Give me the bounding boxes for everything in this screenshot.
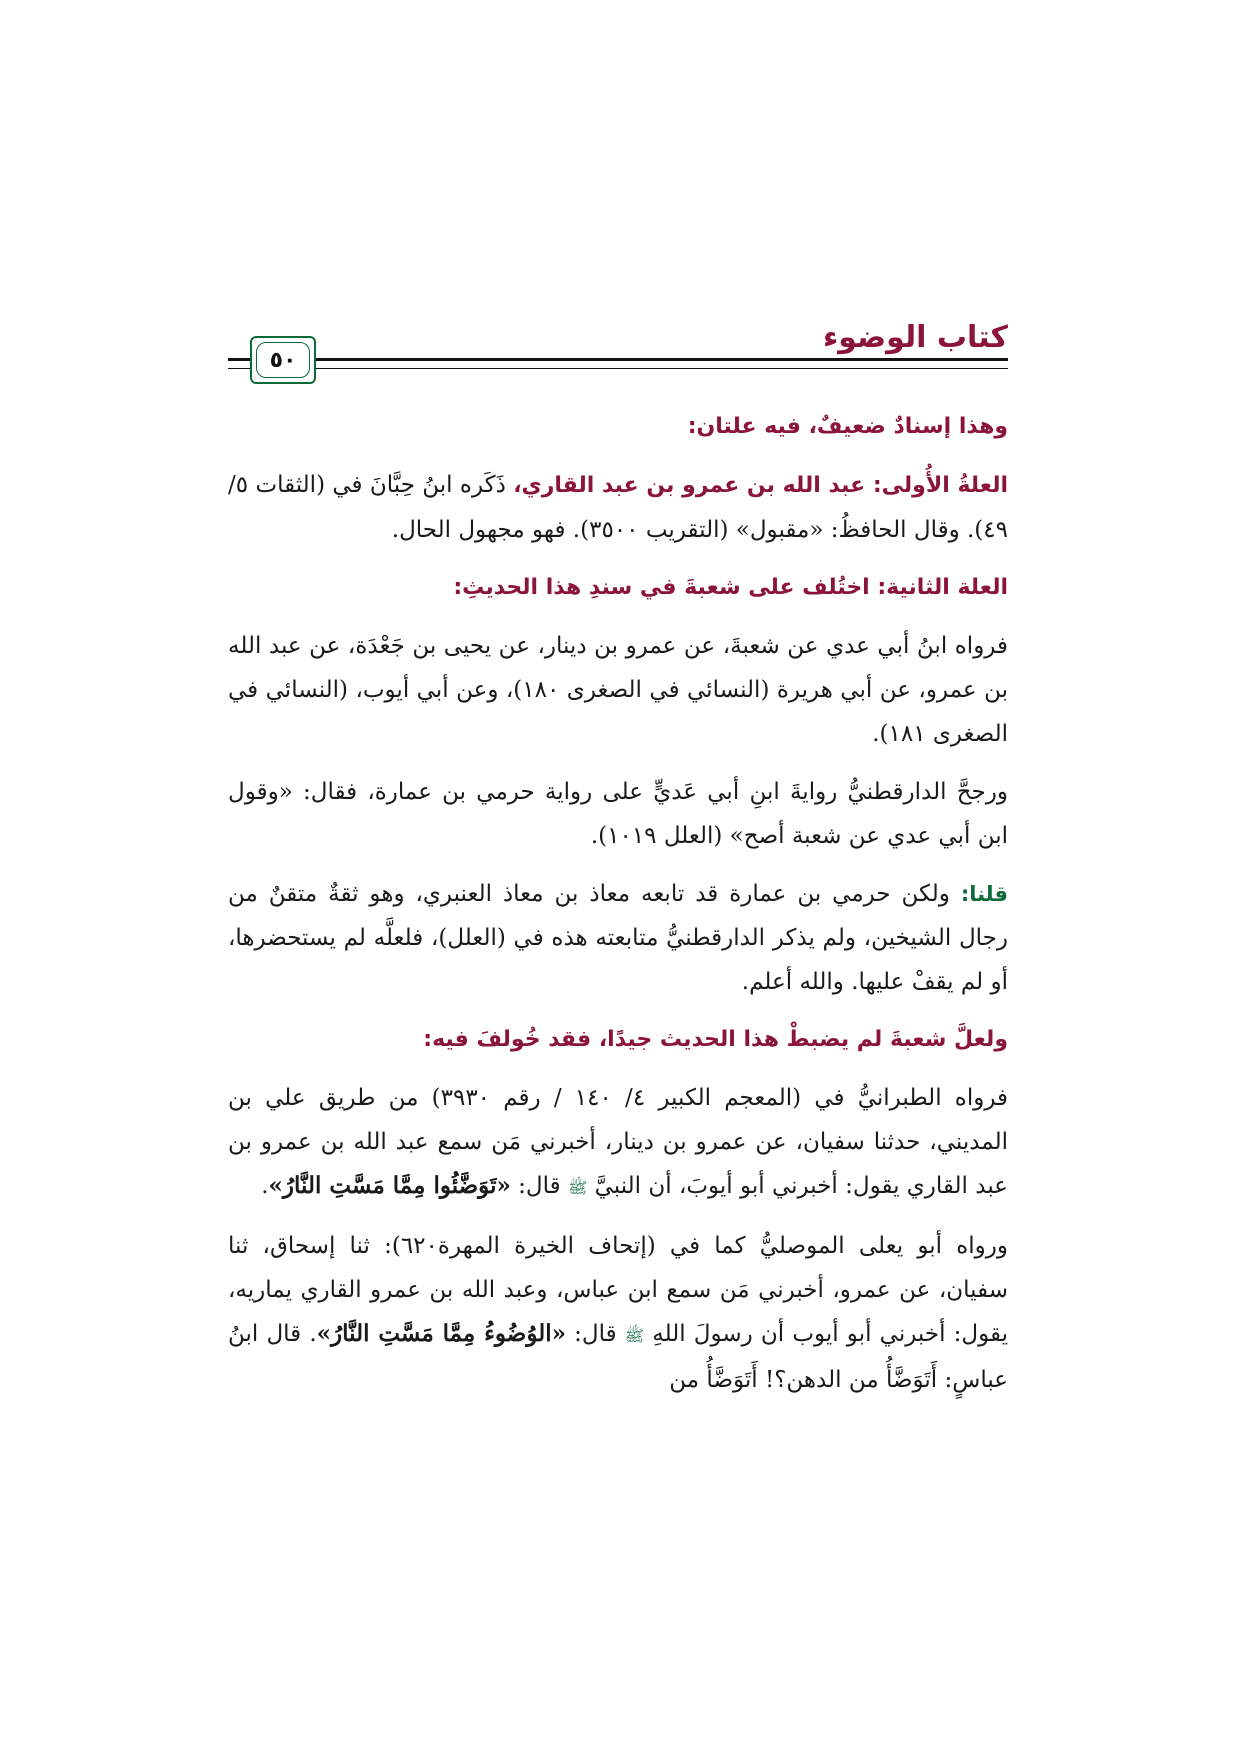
first-defect-label: العلةُ الأُولى: عبد الله بن عمرو بن عبد القاري، <box>513 473 1008 498</box>
paragraph-first-defect <box>228 463 1008 552</box>
first-defect-text: ذَكَره ابنُ حِبَّانَ في (الثقات ٥/ ٤٩). وقال الحافظُ: «مقبول» (التقريب ٣٥٠٠). فهو مجهول الحال. <box>228 472 1008 543</box>
abu-yala-text-2: قال: <box>565 1321 625 1347</box>
hadith-text: «تَوَضَّئُوا مِمَّا مَسَّتِ النَّارُ» <box>268 1172 511 1199</box>
paragraph-abu-yala <box>228 1224 1008 1402</box>
qulna-text: ولكن حرمي بن عمارة قد تابعه معاذ بن معاذ العنبري، وهو ثقةٌ متقنٌ من رجال الشيخين، ولم يذكر الدارقطنيُّ متابعته هذه في (العلل)، فلعلَّه لم يستحضرها، أو لم يقفْ عليها. والله أعلم. <box>228 881 1008 995</box>
page-header <box>228 318 1008 392</box>
paragraph-qulna <box>228 872 1008 1004</box>
tabarani-end: . <box>261 1173 269 1199</box>
tabarani-text: فرواه الطبرانيُّ في (المعجم الكبير ٤/ ١٤٠ / رقم ٣٩٣٠) من طريق علي بن المديني، حدثنا سفيان، عن عمرو بن دينار، أخبرني مَن سمع عبد الله بن عمرو بن عبد القاري يقول: أخبرني أبو أيوبَ، أن النبيَّ <box>228 1085 1009 1199</box>
salawat-glyph: ﷺ <box>624 1326 645 1345</box>
header-rule-thick <box>228 358 1008 361</box>
abu-yala-text: ورواه أبو يعلى الموصليُّ كما في (إتحاف الخيرة المهرة٦٢٠): ثنا إسحاق، ثنا سفيان، عن عمرو، أخبرني مَن سمع ابن عباس، وعبد الله بن عمرو القاري يماريه، يقول: أخبرني أبو أيوب أن رسولَ اللهِ <box>228 1233 1008 1347</box>
page-content <box>228 405 1008 1416</box>
shuba-heading: ولعلَّ شعبةَ لم يضبطْ هذا الحديث جيدًا، فقد خُولفَ فيه: <box>423 1027 1008 1052</box>
header-rule-thin <box>228 368 1008 369</box>
paragraph-daraqutni: ورجحَّ الدارقطنيُّ روايةَ ابنِ أبي عَديٍّ على رواية حرمي بن عمارة، فقال: «وقول ابن أبي عدي عن شعبة أصح» (العلل ١٠١٩). <box>228 779 1008 849</box>
paragraph-tabarani <box>228 1076 1008 1210</box>
section-heading: وهذا إسنادٌ ضعيفٌ، فيه علتان: <box>687 414 1008 439</box>
page-number-badge <box>250 336 316 384</box>
hadith-text: «الوُضُوءُ مِمَّا مَسَّتِ النَّارُ» <box>316 1320 566 1347</box>
book-title: كتاب الوضوء <box>822 320 1008 355</box>
abu-yala-end: . قال ابنُ عباسٍ: أَتَوَضَّأُ من الدهن؟! أَتَوَضَّأُ من <box>228 1321 1008 1393</box>
paragraph-narration-1: فرواه ابنُ أبي عدي عن شعبةَ، عن عمرو بن دينار، عن يحيى بن جَعْدَة، عن عبد الله بن عمرو، عن أبي هريرة (النسائي في الصغرى ١٨٠)، وعن أبي أيوب، (النسائي في الصغرى ١٨١). <box>228 633 1008 747</box>
qulna-label: قلنا: <box>960 882 1008 906</box>
page-number: ٥٠ <box>256 342 310 378</box>
tabarani-text-2: قال: <box>510 1173 568 1199</box>
salawat-glyph: ﷺ <box>567 1178 588 1197</box>
second-defect-heading: العلة الثانية: اختُلف على شعبةَ في سندِ هذا الحديثِ: <box>453 575 1008 600</box>
